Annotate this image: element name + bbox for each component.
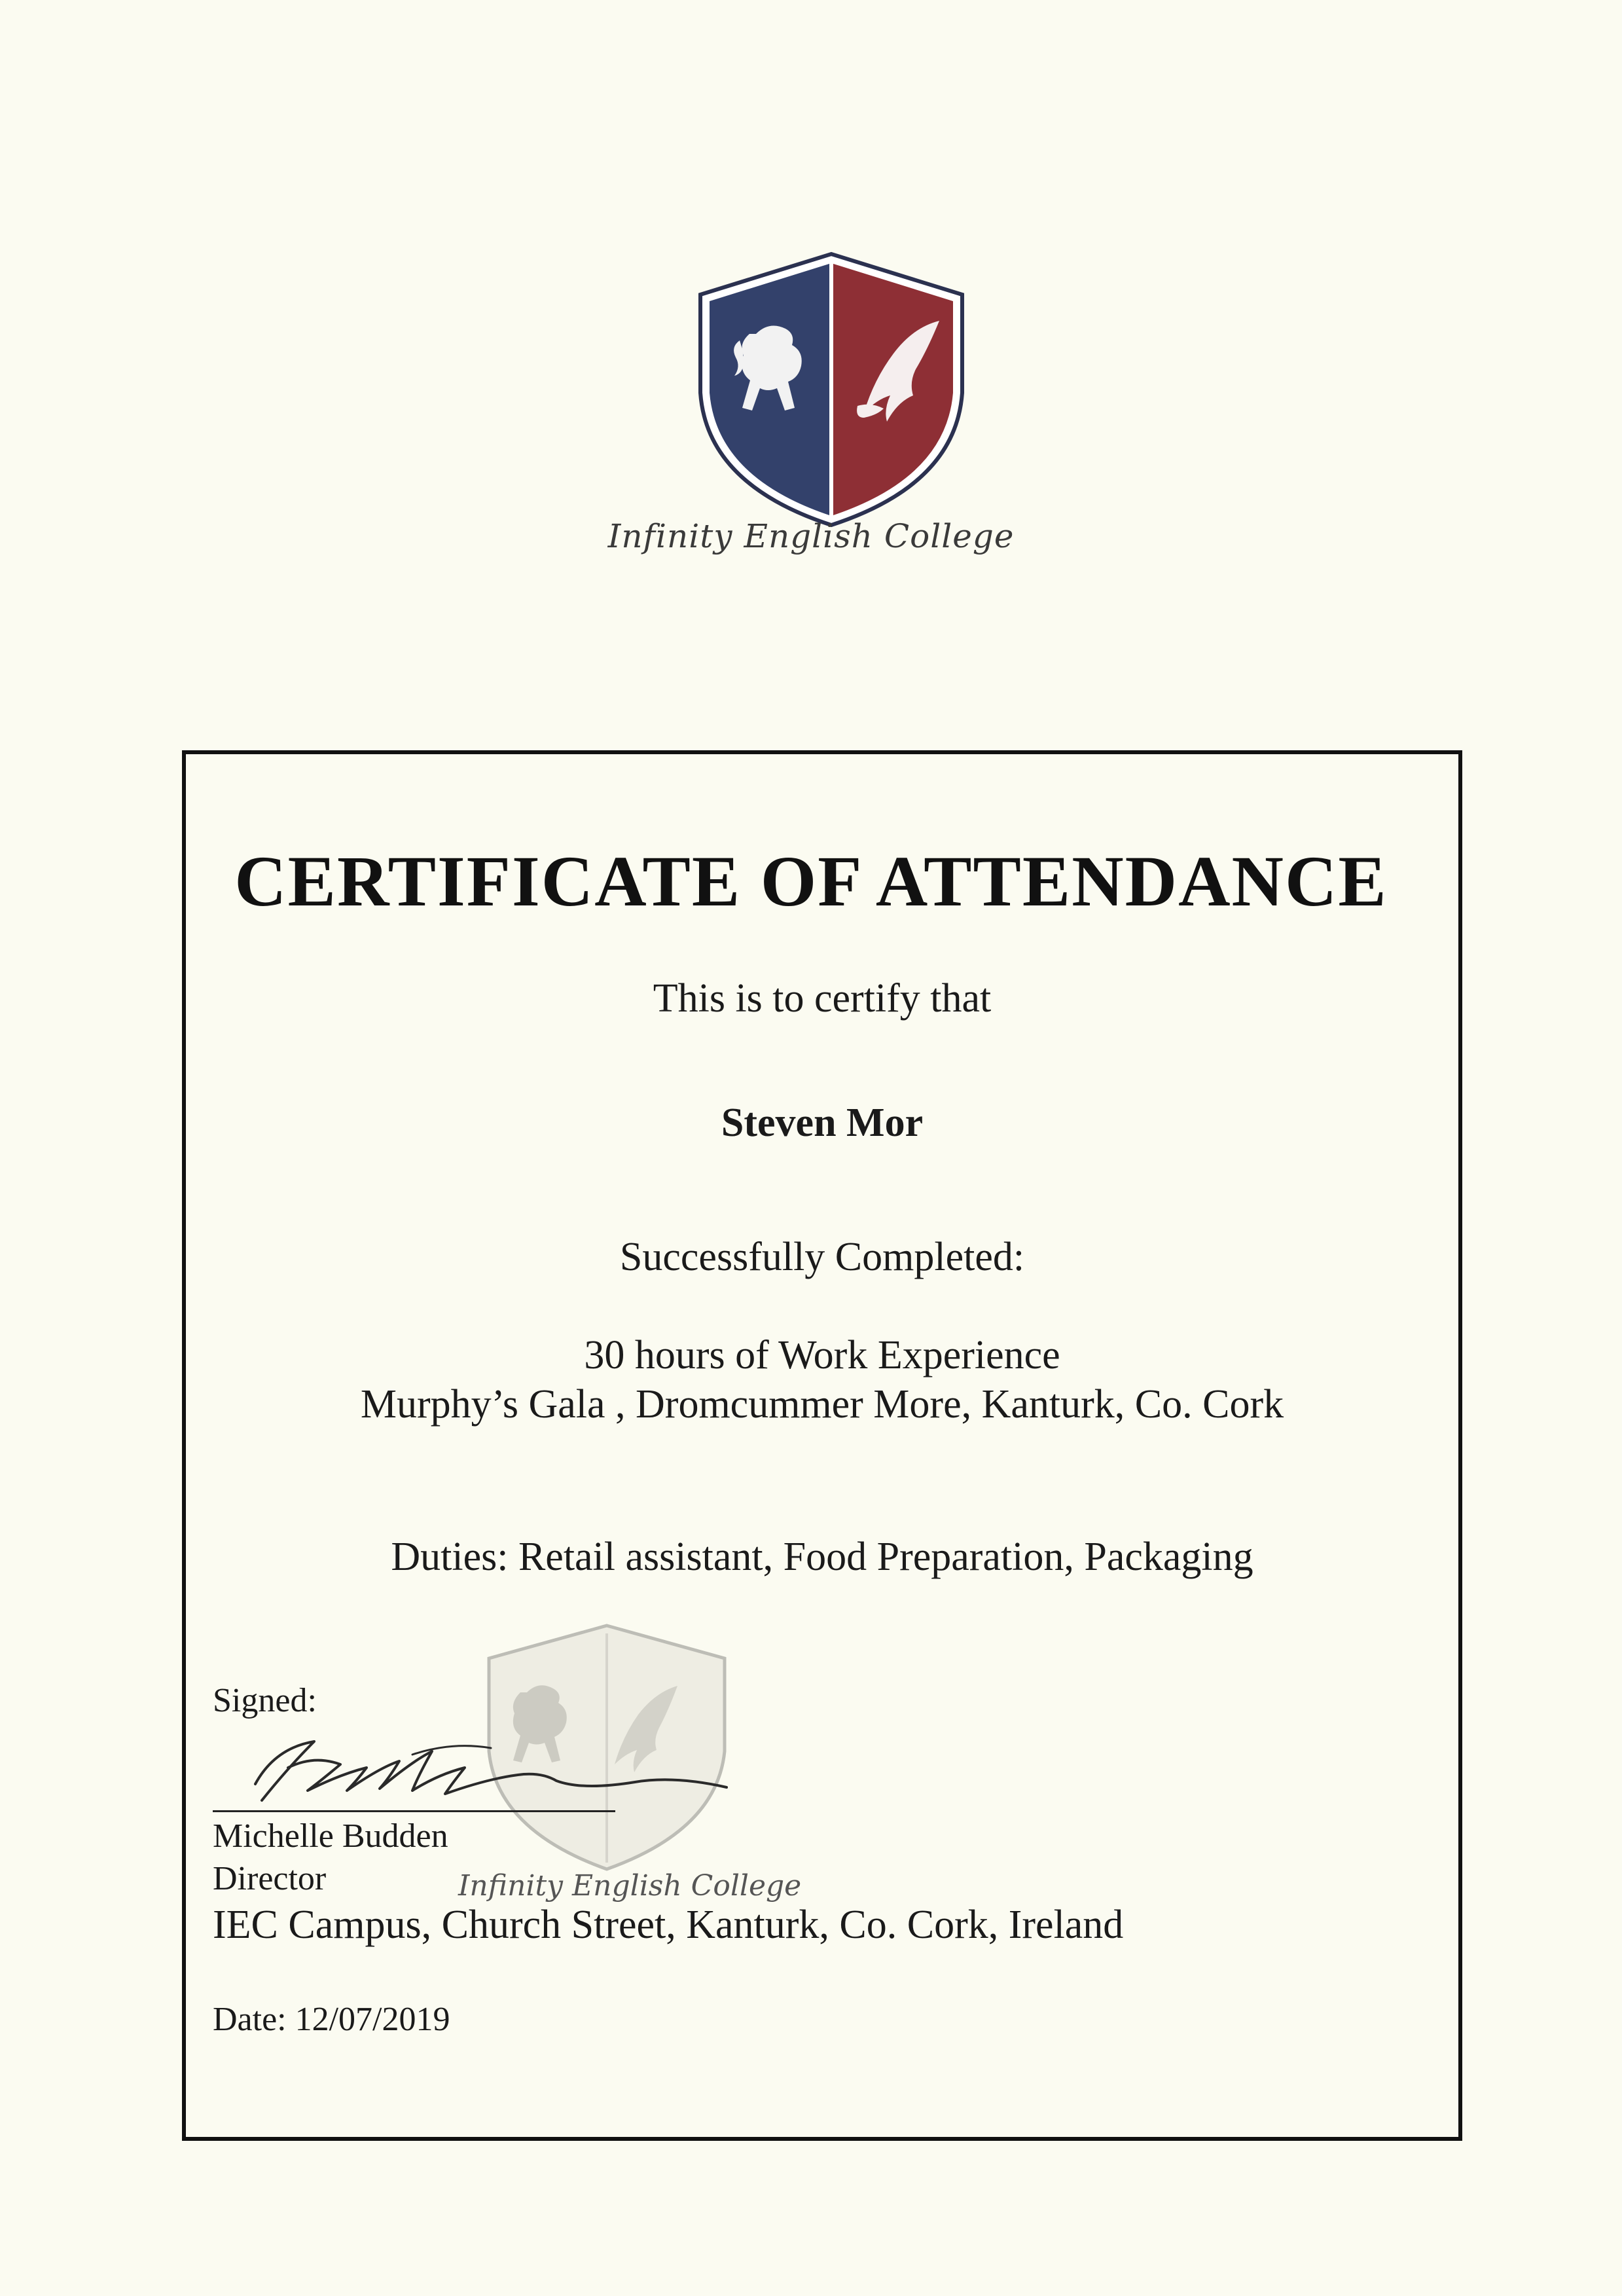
college-name: Infinity English College	[607, 517, 1015, 555]
duties-line: Duties: Retail assistant, Food Preparation, Packaging	[391, 1535, 1253, 1579]
completed-label: Successfully Completed:	[619, 1235, 1025, 1279]
certificate-date: Date: 12/07/2019	[213, 2001, 450, 2038]
signer-role: Director	[213, 1860, 327, 1897]
signer-name: Michelle Budden	[213, 1817, 448, 1855]
hours-line: 30 hours of Work Experience	[584, 1333, 1060, 1377]
signature-line	[213, 1810, 615, 1812]
place-line: Murphy’s Gala , Dromcummer More, Kanturk, Co. Cork	[360, 1382, 1284, 1427]
certify-line: This is to certify that	[653, 976, 992, 1021]
seal-caption: Infinity English College	[458, 1869, 802, 1903]
signed-label: Signed:	[213, 1682, 317, 1719]
recipient-name: Steven Mor	[721, 1101, 924, 1145]
college-address: IEC Campus, Church Street, Kanturk, Co. Cork, Ireland	[213, 1903, 1124, 1947]
certificate-title: CERTIFICATE OF ATTENDANCE	[234, 841, 1388, 921]
handwritten-signature	[216, 1728, 740, 1813]
college-shield-logo	[694, 249, 969, 530]
